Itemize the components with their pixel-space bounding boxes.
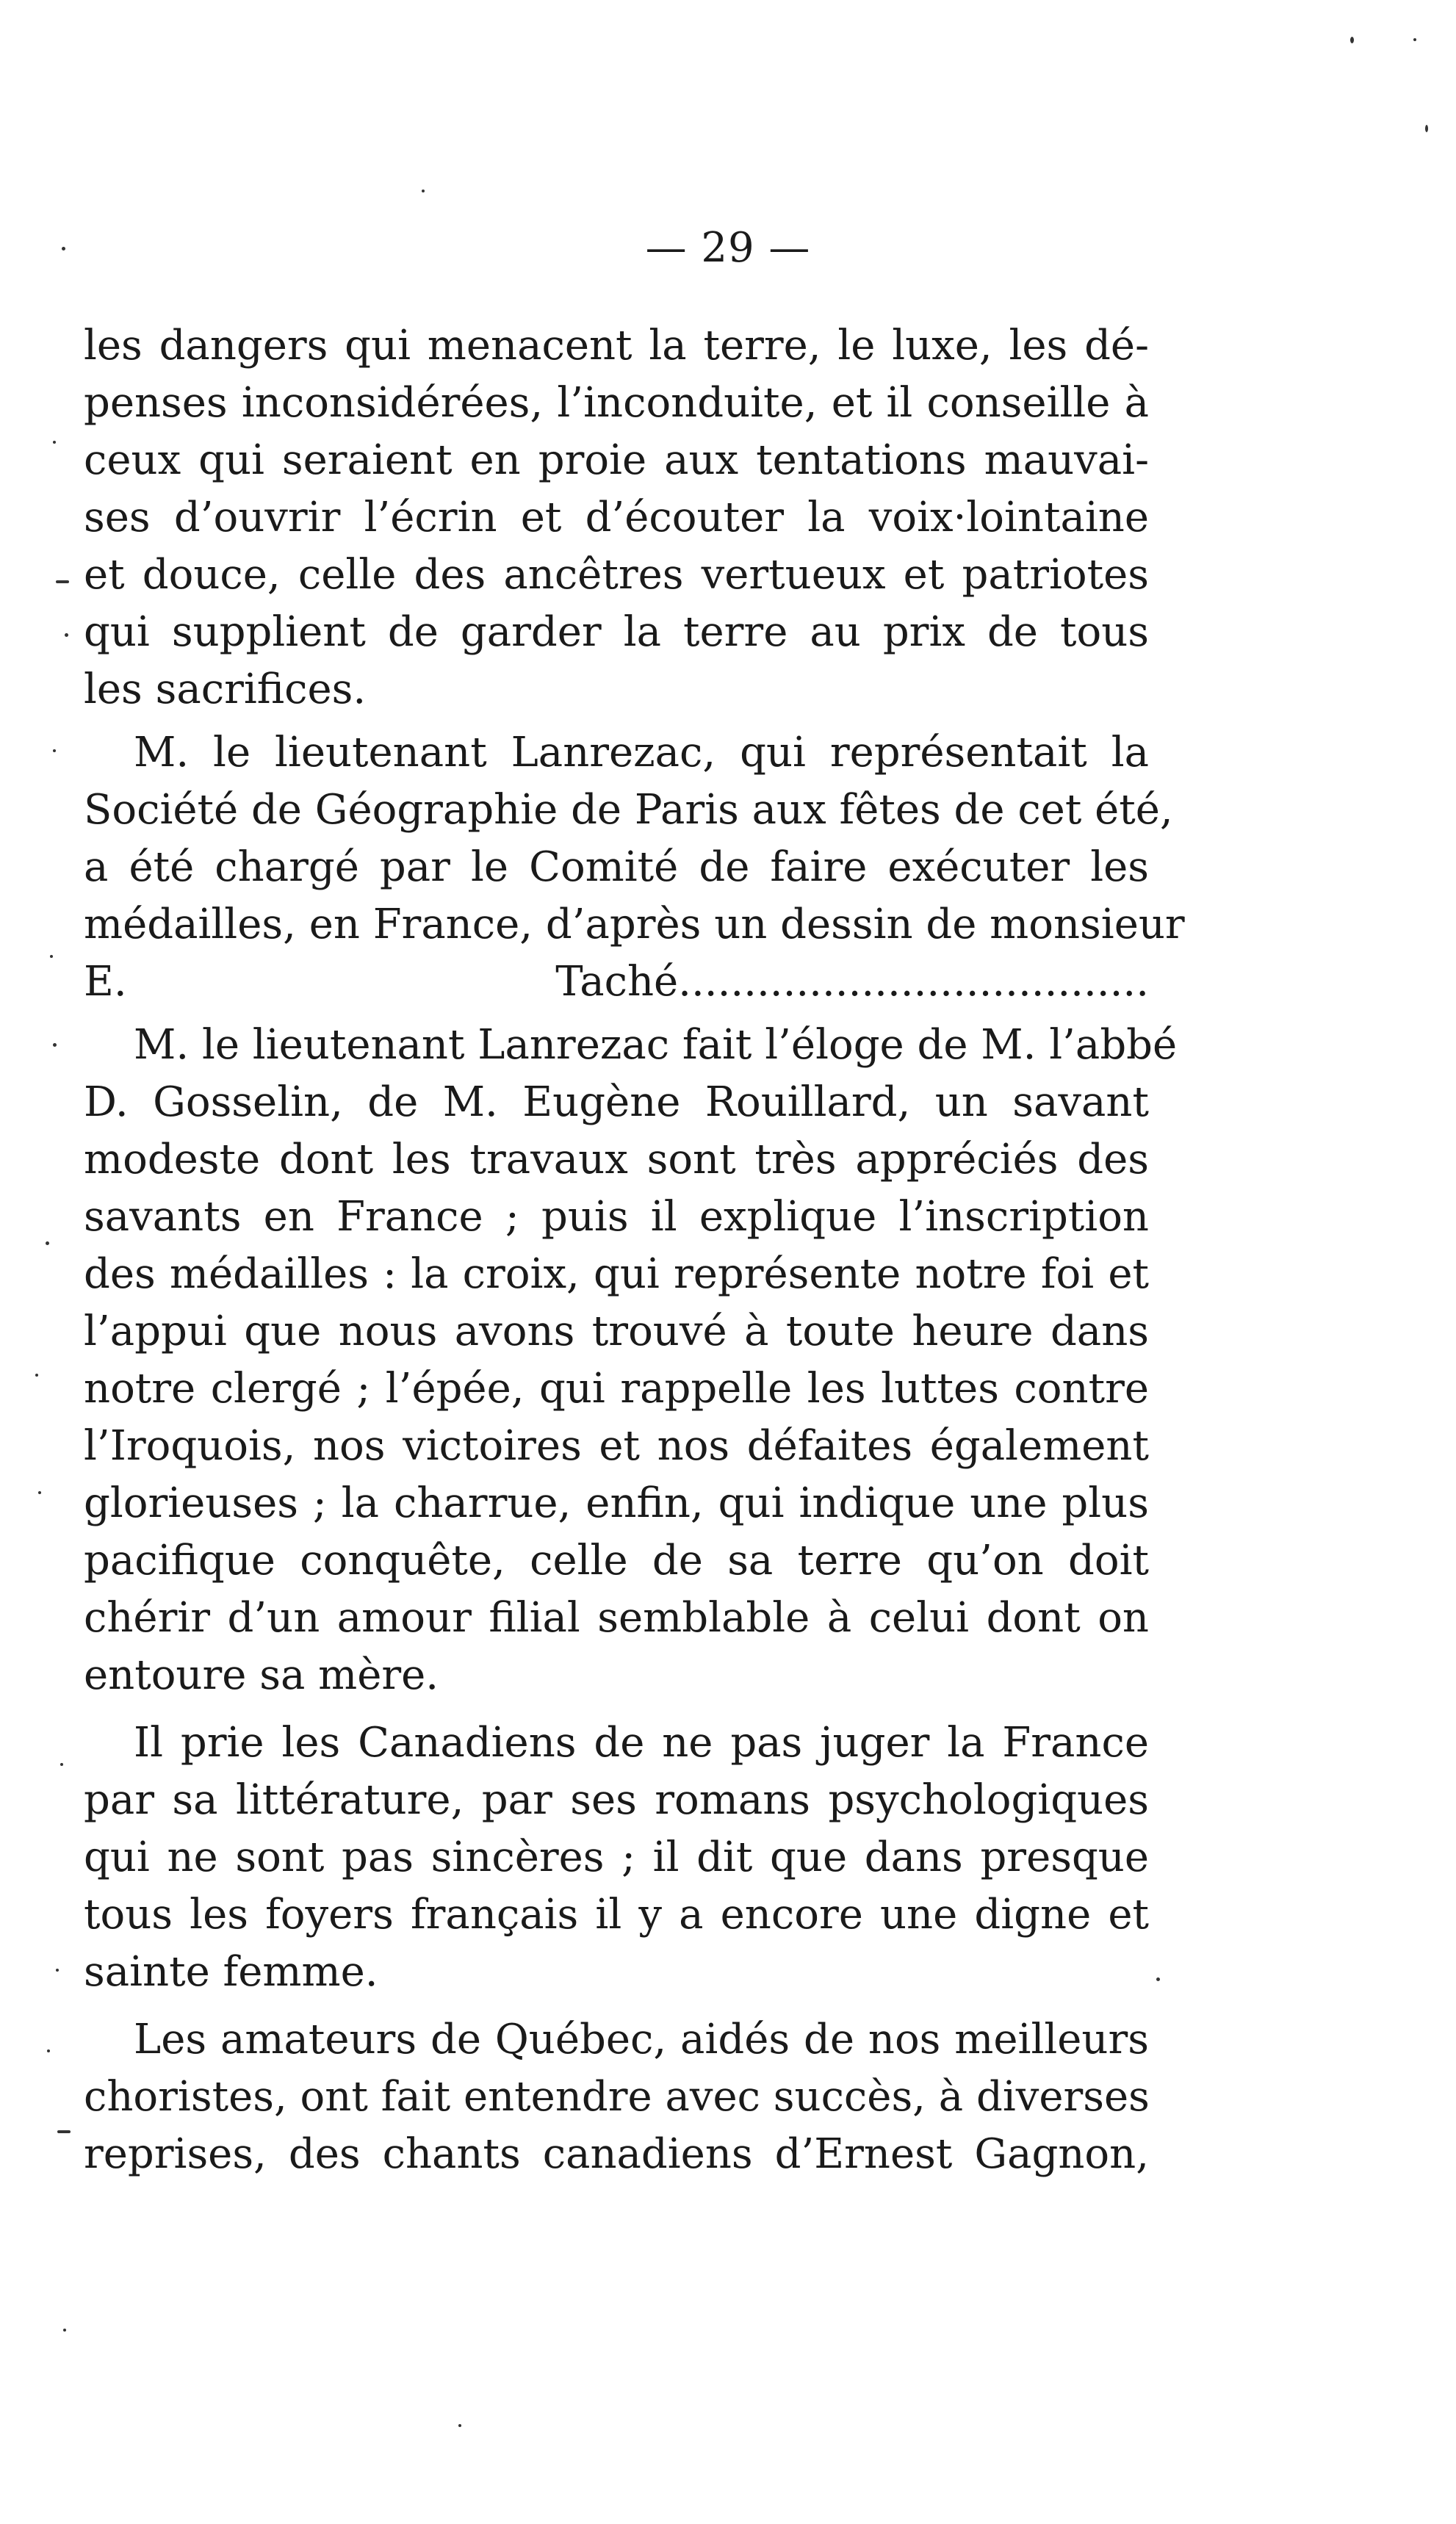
paragraph-gap [84, 2001, 1149, 2011]
paragraph [84, 317, 1149, 718]
paragraph [84, 724, 1185, 1011]
text-line: médailles, en France, d’après un dessin de monsieur [84, 901, 1185, 948]
text-line: par sa littérature, par ses romans psychologiques [84, 1776, 1149, 1824]
page-number: — 29 — [645, 224, 811, 272]
scan-speck [1413, 38, 1416, 41]
scan-speck [1425, 125, 1428, 132]
text-line: savants en France ; puis il explique l’inscription [84, 1193, 1149, 1241]
paragraph [84, 1017, 1178, 1704]
scan-speck [1156, 1977, 1160, 1981]
paragraph [84, 1714, 1149, 2001]
scan-speck [62, 247, 65, 250]
scan-speck [38, 1491, 41, 1494]
text-line: sainte femme. [84, 1948, 378, 1996]
text-line: notre clergé ; l’épée, qui rappelle les luttes contre [84, 1365, 1149, 1413]
scan-speck [458, 2424, 461, 2427]
scan-speck [50, 955, 53, 958]
text-line: et douce, celle des ancêtres vertueux et patriotes [84, 551, 1149, 599]
text-line: des médailles : la croix, qui représente notre foi et [84, 1250, 1149, 1298]
text-line: entoure sa mère. [84, 1651, 439, 1699]
text-line: reprises, des chants canadiens d’Ernest Gagnon, [84, 2130, 1149, 2178]
text-line: les sacrifices. [84, 666, 367, 713]
scan-speck [1350, 37, 1354, 43]
text-line: ses d’ouvrir l’écrin et d’écouter la voix·lointaine [84, 494, 1149, 541]
scan-speck [53, 441, 56, 444]
text-line: qui supplient de garder la terre au prix de tous [84, 608, 1149, 656]
body-text [84, 317, 1185, 2183]
scan-speck [60, 1763, 63, 1766]
text-line: les dangers qui menacent la terre, le luxe, les dé- [84, 322, 1149, 369]
text-line: qui ne sont pas sincères ; il dit que dans presque [84, 1833, 1149, 1881]
scan-speck [35, 1374, 38, 1377]
text-line: D. Gosselin, de M. Eugène Rouillard, un savant [84, 1078, 1149, 1126]
text-line: choristes, ont fait entendre avec succès, à diverses [84, 2073, 1150, 2121]
scan-speck [56, 1969, 59, 1972]
text-line: M. le lieutenant Lanrezac fait l’éloge de M. l’abbé [134, 1021, 1178, 1069]
text-line: penses inconsidérées, l’inconduite, et il conseille à [84, 379, 1149, 427]
text-line: ceux qui seraient en proie aux tentations mauvai- [84, 436, 1149, 484]
scan-speck [57, 2130, 71, 2133]
text-line: M. le lieutenant Lanrezac, qui représentait la [134, 729, 1149, 776]
text-line: a été chargé par le Comité de faire exécuter les [84, 843, 1149, 891]
text-line: l’Iroquois, nos victoires et nos défaites également [84, 1422, 1149, 1470]
text-line: modeste dont les travaux sont très appréciés des [84, 1136, 1149, 1183]
text-line: Il prie les Canadiens de ne pas juger la France [134, 1719, 1149, 1767]
scan-speck [56, 580, 69, 583]
scan-speck [65, 633, 68, 637]
paragraph-gap [84, 1011, 1149, 1017]
scan-speck [46, 1241, 49, 1245]
text-line: glorieuses ; la charrue, enfin, qui indique une plus [84, 1479, 1149, 1527]
scan-speck [53, 749, 56, 752]
text-line: chérir d’un amour filial semblable à celui dont on [84, 1594, 1149, 1642]
text-line: Société de Géographie de Paris aux fêtes de cet été, [84, 786, 1173, 834]
scan-speck [53, 1043, 57, 1047]
text-line: tous les foyers français il y a encore une digne et [84, 1891, 1149, 1939]
paragraph [84, 2011, 1149, 2183]
text-line: pacifique conquête, celle de sa terre qu’on doit [84, 1537, 1149, 1584]
scan-speck [422, 190, 425, 192]
scan-speck [47, 2049, 50, 2052]
text-line: Les amateurs de Québec, aidés de nos meilleurs [134, 2016, 1149, 2063]
paragraph-gap [84, 718, 1149, 724]
text-line: l’appui que nous avons trouvé à toute heure dans [84, 1308, 1149, 1355]
scan-speck [63, 2329, 66, 2332]
text-line: E. Taché.................................... [84, 958, 1149, 1006]
paragraph-gap [84, 1704, 1149, 1714]
